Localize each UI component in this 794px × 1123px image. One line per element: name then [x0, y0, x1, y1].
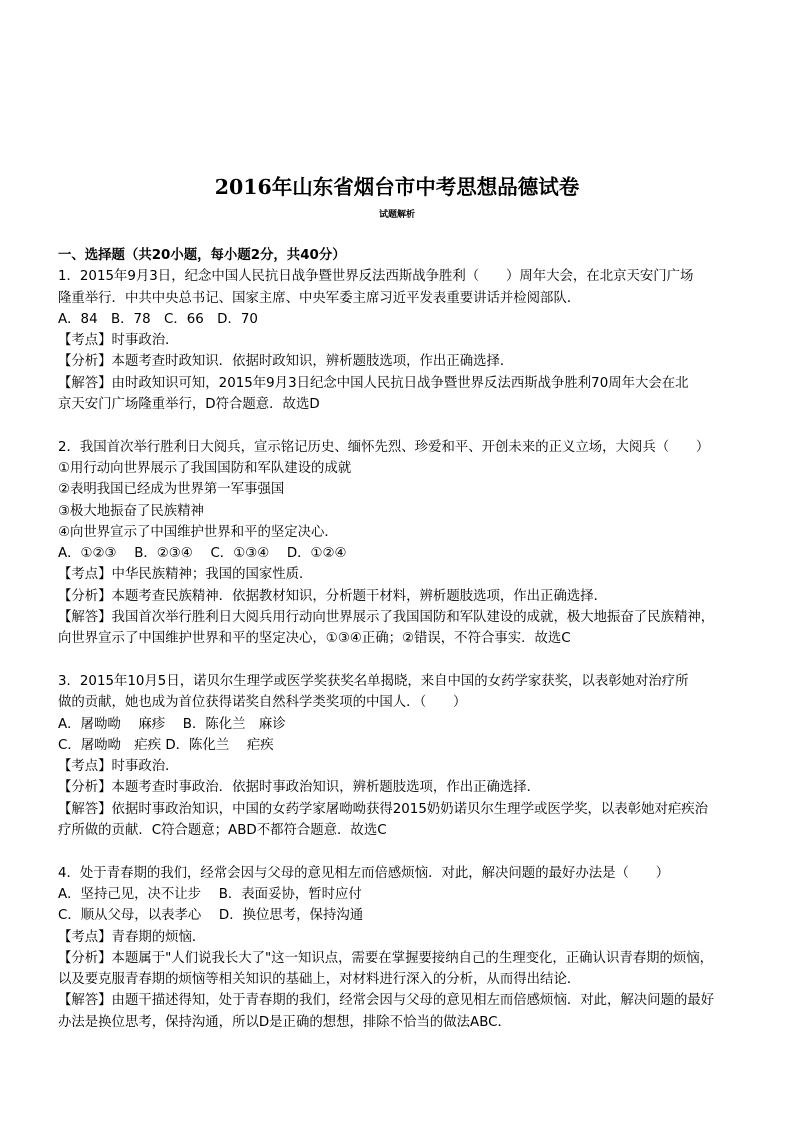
question-3-jieda-line-2: 疗所做的贡献．C符合题意；ABD不都符合题意．故选C: [58, 823, 387, 839]
question-1-kaodian: 【考点】时事政治．: [58, 333, 179, 349]
question-3-options-ab: A．屠呦呦 麻疹 B．陈化兰 麻诊: [58, 716, 286, 732]
spacer: [58, 650, 748, 671]
question-block-1: [58, 266, 748, 415]
question-2-kaodian: 【考点】中华民族精神；我国的国家性质．: [58, 567, 313, 583]
question-4-line-1: 4．处于青春期的我们，经常会因与父母的意见相左而倍感烦恼．对此，解决问题的最好办法是（ ）: [58, 865, 670, 881]
question-3-kaodian: 【考点】时事政治．: [58, 759, 179, 775]
question-2-fenxi: 【分析】本题考查民族精神．依据教材知识，分析题干材料，辨析题肢选项，作出正确选择．: [58, 588, 608, 604]
question-2-jieda-line-2: 向世界宣示了中国维护世界和平的坚定决心，①③④正确；②错误，不符合事实．故选C: [58, 631, 571, 647]
question-3-line-2: 做的贡献，她也成为首位获得诺奖自然科学类奖项的中国人．（ ）: [58, 695, 467, 711]
question-1-jieda-line-1: 【解答】由时政知识可知，2015年9月3日纪念中国人民抗日战争暨世界反法西斯战争胜利70周年大会在北: [58, 375, 689, 391]
question-block-4: [58, 863, 748, 1033]
document-title: 2016年山东省烟台市中考思想品德试卷: [214, 175, 580, 199]
question-4-fenxi-line-2: 以及要克服青春期的烦恼等相关知识的基础上，对材料进行深入的分析，从而得出结论．: [58, 972, 581, 988]
question-2-options: A．①②③ B．②③④ C．①③④ D．①②④: [58, 546, 347, 562]
question-3-options-cd: C．屠呦呦 疟疾 D．陈化兰 疟疾: [58, 737, 274, 753]
question-2-item-2: ②表明我国已经成为世界第一军事强国: [58, 482, 285, 498]
question-2-line-1: 2．我国首次举行胜利日大阅兵，宣示铭记历史、缅怀先烈、珍爱和平、开创未来的正义立场，大阅兵（ ）: [58, 439, 710, 455]
question-2-item-4: ④向世界宣示了中国维护世界和平的坚定决心．: [58, 524, 338, 540]
question-3-jieda-line-1: 【解答】依据时事政治知识，中国的女药学家屠呦呦获得2015奶奶诺贝尔生理学或医学奖，以表彰她对疟疾治: [58, 801, 709, 817]
question-4-options-ab: A．坚持己见，决不让步 B．表面妥协，暂时应付: [58, 886, 362, 902]
question-2-item-3: ③极大地振奋了民族精神: [58, 503, 204, 519]
spacer: [58, 841, 748, 862]
question-4-options-cd: C．顺从父母，以表孝心 D．换位思考，保持沟通: [58, 908, 364, 924]
question-1-line-1: 1．2015年9月3日，纪念中国人民抗日战争暨世界反法西斯战争胜利（ ）周年大会，在北京天安门广场: [58, 269, 694, 285]
document-body: [58, 245, 748, 1033]
document-subtitle: 试题解析: [378, 210, 415, 220]
question-block-3: [58, 671, 748, 841]
question-1-fenxi: 【分析】本题考查时政知识．依据时政知识，辨析题肢选项，作出正确选择．: [58, 354, 514, 370]
question-4-jieda-line-2: 办法是换位思考，保持沟通，所以D是正确的想想，排除不恰当的做法ABC．: [58, 1014, 511, 1030]
question-3-fenxi: 【分析】本题考查时事政治．依据时事政治知识，辨析题肢选项，作出正确选择．: [58, 780, 541, 796]
section-heading: 一、选择题（共20小题，每小题2分，共40分）: [58, 248, 346, 263]
question-3-line-1: 3．2015年10月5日，诺贝尔生理学或医学奖获奖名单揭晓，来自中国的女药学家获奖，以表彰她对治疗所: [58, 673, 689, 689]
question-block-2: [58, 437, 748, 650]
question-1-jieda-line-2: 京天安门广场隆重举行，D符合题意．故选D: [58, 397, 320, 413]
question-1-line-2: 隆重举行．中共中央总书记、国家主席、中央军委主席习近平发表重要讲话并检阅部队．: [58, 290, 581, 306]
question-1-options: A．84 B．78 C．66 D．70: [58, 311, 258, 327]
question-4-fenxi-line-1: 【分析】本题属于"人们说我长大了"这一知识点，需要在掌握要接纳自己的生理变化，正确认识青春期的烦恼，: [58, 950, 714, 966]
question-4-jieda-line-1: 【解答】由题干描述得知，处于青春期的我们，经常会因与父母的意见相左而倍感烦恼．对此，解决问题的最好: [58, 993, 715, 1009]
question-2-jieda-line-1: 【解答】我国首次举行胜利日大阅兵用行动向世界展示了我国国防和军队建设的成就，极大地振奋了民族精神，: [58, 610, 715, 626]
spacer: [58, 415, 748, 436]
question-4-kaodian: 【考点】青春期的烦恼．: [58, 929, 206, 945]
question-2-item-1: ①用行动向世界展示了我国国防和军队建设的成就: [58, 460, 352, 476]
